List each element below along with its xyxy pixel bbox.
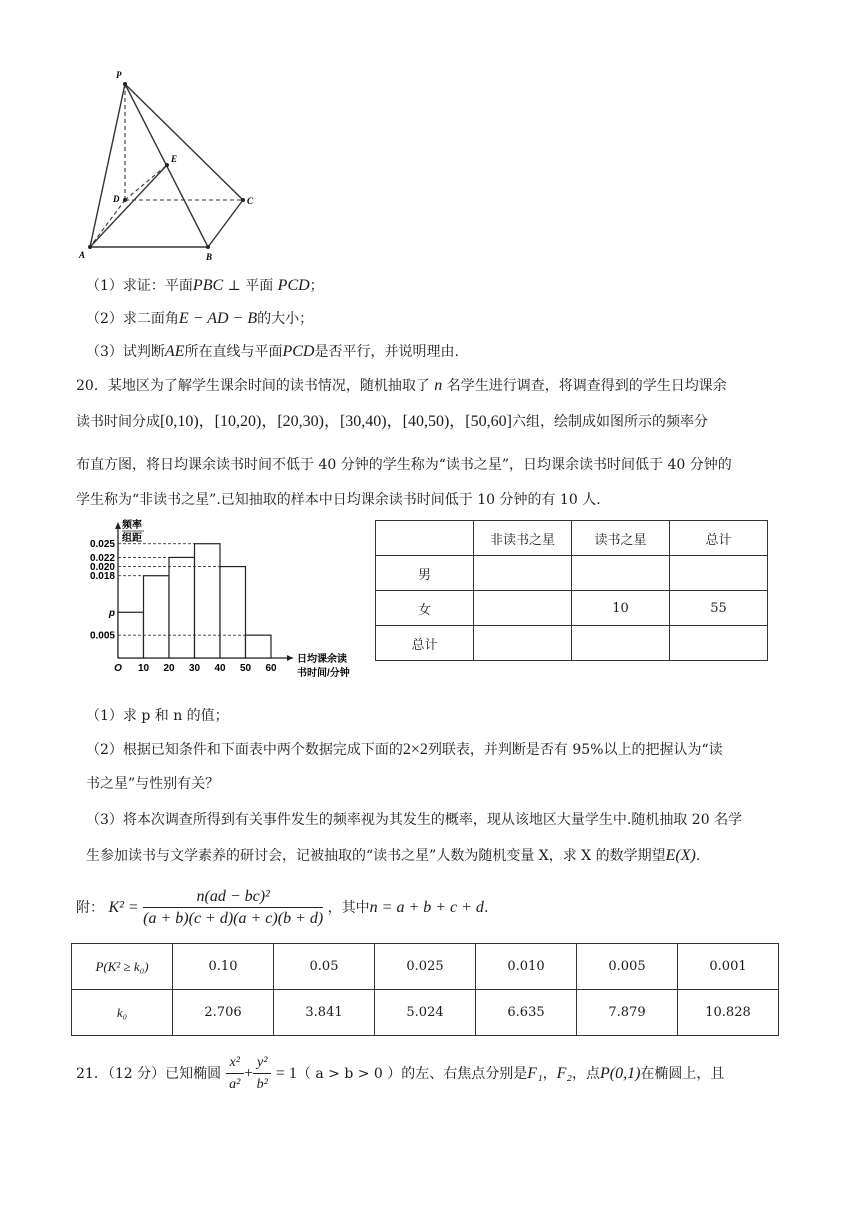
- table-cell: 10.828: [678, 990, 779, 1036]
- x-axis-arrow: [287, 655, 293, 661]
- table-cell: 10: [572, 591, 670, 626]
- y-tick-label: 0.025: [89, 539, 115, 551]
- table-row: [376, 626, 768, 661]
- table-cell: 0.10: [173, 944, 274, 990]
- table-row: [72, 944, 779, 990]
- q20-line1: 20．某地区为了解学生课余时间的读书情况，随机抽取了 n 名学生进行调查，将调查得到的学生日均课余: [76, 377, 727, 394]
- table-cell: 0.05: [274, 944, 375, 990]
- histogram-bar: [169, 557, 195, 658]
- table-cell: [376, 521, 474, 556]
- table-cell: 男: [376, 556, 474, 591]
- table-cell: [670, 626, 768, 661]
- histogram-bar: [195, 544, 221, 658]
- y-axis-arrow: [115, 522, 121, 529]
- table-cell: 读书之星: [572, 521, 670, 556]
- table-cell: 3.841: [274, 990, 375, 1036]
- label-c: C: [247, 196, 254, 206]
- k2-fraction: $\frac{\text{n(ad − bc)²}}{(a + b)(c + d)(a + c)(b + d)}$: [143, 887, 324, 927]
- table-cell: [474, 591, 572, 626]
- q20-sub3-cont: 生参加读书与文学素养的研讨会，记被抽取的“读书之星”人数为随机变量 X，求 X 的数学期望E(X).: [86, 847, 701, 864]
- label-a: A: [79, 250, 86, 260]
- y-tick-label: 0.020: [89, 562, 115, 574]
- table-cell: 5.024: [375, 990, 476, 1036]
- q19-part3: （3）试判断AE所在直线与平面PCD是否平行，并说明理由.: [86, 343, 459, 360]
- q21-line1: 21．（12 分）已知椭圆 $\frac{\text{x²}}{\text{a²}}$ + $\frac{\text{y²}}{\text{b²}}$ = 1（ a > b > 0 ）的左、右焦点分别是F₁，F₂，点P(0,1)在椭圆上，且: [76, 1054, 725, 1092]
- table-cell: P(K² ≥ k₀): [72, 944, 173, 990]
- table-cell: [670, 556, 768, 591]
- table-row: [376, 591, 768, 626]
- x-tick-label: 20: [163, 663, 175, 674]
- table-cell: 女: [376, 591, 474, 626]
- x-tick-label: 10: [137, 663, 150, 674]
- x-tick-label: 40: [214, 663, 226, 674]
- x-tick-label: 30: [188, 663, 201, 674]
- critical-value-table: [71, 943, 779, 1036]
- label-d: D: [113, 194, 120, 204]
- histogram-bar: [220, 567, 246, 658]
- q20-sub3: （3）将本次调查所得到有关事件发生的频率视为其发生的概率，现从该地区大量学生中.随机抽取 20 名学: [86, 812, 743, 828]
- y-tick-label: 0.018: [89, 571, 115, 583]
- label-p: P: [116, 70, 122, 80]
- table-cell: [572, 626, 670, 661]
- x-tick-label: 50: [239, 663, 252, 674]
- x-tick-label: O: [114, 663, 122, 674]
- table-cell: 2.706: [173, 990, 274, 1036]
- x-axis-label: 日均课余读: [297, 654, 347, 665]
- table-cell: 0.005: [577, 944, 678, 990]
- label-b: B: [206, 252, 213, 262]
- table-cell: [474, 626, 572, 661]
- y-tick-label: p: [108, 607, 115, 619]
- q20-sub1: （1）求 p 和 n 的值；: [86, 708, 229, 724]
- pyramid-figure: [70, 62, 270, 262]
- x-tick-label: 60: [265, 663, 277, 674]
- q20-sub2-cont: 书之星”与性别有关？: [86, 776, 220, 792]
- table-cell: 0.025: [375, 944, 476, 990]
- q20-line4: 学生称为“非读书之星”.已知抽取的样本中日均课余读书时间低于 10 分钟的有 10 人.: [76, 492, 601, 508]
- label-e: E: [171, 154, 178, 164]
- table-row: [376, 521, 768, 556]
- contingency-table: [375, 520, 768, 661]
- k2-formula: 附： K² = $\frac{\text{n(ad − bc)²}}{(a + b)(c + d)(a + c)(b + d)}$ ，其中n = a + b + c + d.: [76, 886, 488, 930]
- q20-line2: 读书时间分成[0,10)，[10,20)，[20,30)，[30,40)，[40,50)，[50,60]六组，绘制成如图所示的频率分: [76, 413, 708, 430]
- table-cell: 55: [670, 591, 768, 626]
- table-cell: 6.635: [476, 990, 577, 1036]
- table-row: [376, 556, 768, 591]
- histogram-bar: [246, 635, 272, 658]
- q20-line3: 布直方图，将日均课余读书时间不低于 40 分钟的学生称为“读书之星”，日均课余读书时间低于 40 分钟的: [76, 457, 732, 473]
- y-tick-label: 0.005: [89, 630, 115, 642]
- q19-part1: （1）求证：平面PBC ⊥ 平面 PCD；: [86, 277, 324, 294]
- frequency-histogram: [80, 518, 370, 694]
- table-cell: 0.001: [678, 944, 779, 990]
- y-axis-label: 频率: [122, 520, 142, 531]
- table-row: [72, 990, 779, 1036]
- table-cell: 0.010: [476, 944, 577, 990]
- table-cell: 非读书之星: [474, 521, 572, 556]
- histogram-bar: [144, 576, 170, 658]
- table-cell: 7.879: [577, 990, 678, 1036]
- y-tick-label: 0.022: [89, 552, 115, 564]
- table-cell: k₀: [72, 990, 173, 1036]
- table-cell: [474, 556, 572, 591]
- x-axis-label: 书时间/分钟: [297, 668, 350, 679]
- y-axis-label: 组距: [122, 533, 142, 544]
- q20-sub2: （2）根据已知条件和下面表中两个数据完成下面的2×2列联表，并判断是否有 95%以上的把握认为“读: [86, 741, 723, 758]
- q19-part2: （2）求二面角E − AD − B的大小；: [86, 310, 314, 327]
- table-cell: 总计: [376, 626, 474, 661]
- table-cell: 总计: [670, 521, 768, 556]
- table-cell: [572, 556, 670, 591]
